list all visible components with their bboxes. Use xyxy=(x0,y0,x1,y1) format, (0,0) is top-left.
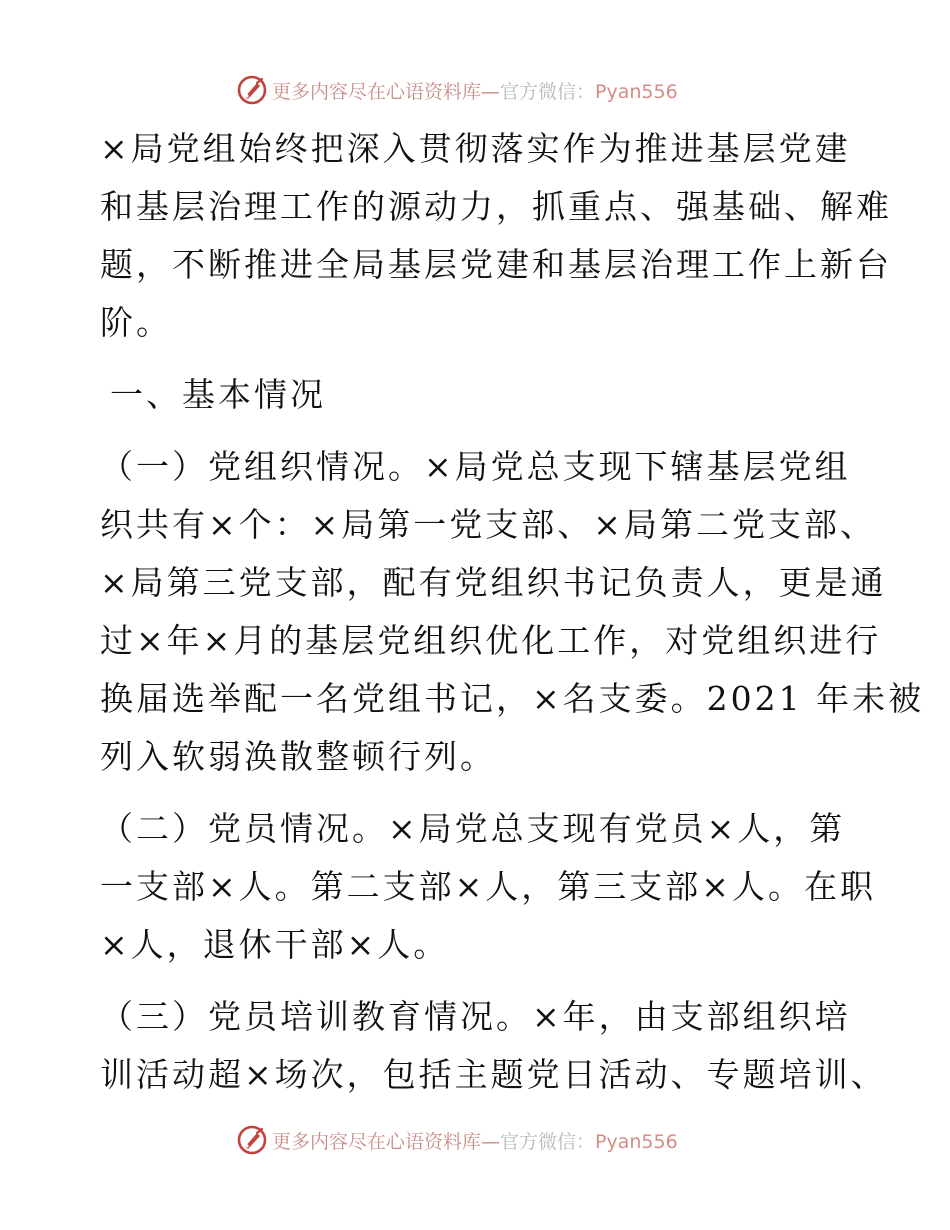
watermark-text xyxy=(272,77,678,104)
text-line: 列入软弱涣散整顿行列。 xyxy=(100,737,496,776)
watermark-wechat-label: 官方微信： xyxy=(500,1130,596,1153)
watermark-banner-bottom xyxy=(236,1123,716,1157)
watermark-wechat-id: Pyan556 xyxy=(595,80,678,103)
section-heading: 一、基本情况 xyxy=(110,375,326,414)
text-line: 过×年×月的基层党组织优化工作，对党组织进行 xyxy=(100,621,882,660)
text-line: 换届选举配一名党组书记，×名支委。2021 年未被 xyxy=(100,679,925,718)
training-paragraph xyxy=(100,988,887,1104)
quill-pen-logo-icon xyxy=(236,74,268,106)
watermark-main: 更多内容尽在心语资料库 xyxy=(272,1130,482,1153)
quill-pen-logo-icon xyxy=(236,1124,268,1156)
text-line: 题，不断推进全局基层党建和基层治理工作上新台 xyxy=(100,245,892,284)
watermark-separator: — xyxy=(481,80,501,103)
text-line: （三）党员培训教育情况。×年，由支部组织培 xyxy=(100,997,851,1036)
text-line: ×人，退休干部×人。 xyxy=(100,925,450,964)
watermark-main: 更多内容尽在心语资料库 xyxy=(272,80,482,103)
watermark-text xyxy=(272,1127,678,1154)
party-members-paragraph xyxy=(100,800,876,974)
text-line: （一）党组织情况。×局党总支现下辖基层党组 xyxy=(100,447,851,486)
watermark-wechat-id: Pyan556 xyxy=(595,1130,678,1153)
text-line: 训活动超×场次，包括主题党日活动、专题培训、 xyxy=(100,1055,887,1094)
watermark-banner-top xyxy=(236,73,716,107)
text-line: ×局第三党支部，配有党组织书记负责人，更是通 xyxy=(100,563,887,602)
document-body xyxy=(100,120,925,1104)
watermark-separator: — xyxy=(481,1130,501,1153)
watermark-wechat-label: 官方微信： xyxy=(500,80,596,103)
text-line: ×局党组始终把深入贯彻落实作为推进基层党建 xyxy=(100,129,851,168)
intro-paragraph xyxy=(100,120,892,352)
text-line: 织共有×个：×局第一党支部、×局第二党支部、 xyxy=(100,505,876,544)
text-line: 阶。 xyxy=(100,303,172,342)
text-line: 一支部×人。第二支部×人，第三支部×人。在职 xyxy=(100,867,876,906)
text-line: 和基层治理工作的源动力，抓重点、强基础、解难 xyxy=(100,187,892,226)
text-line: （二）党员情况。×局党总支现有党员×人，第 xyxy=(100,809,846,848)
party-organization-paragraph xyxy=(100,438,925,786)
